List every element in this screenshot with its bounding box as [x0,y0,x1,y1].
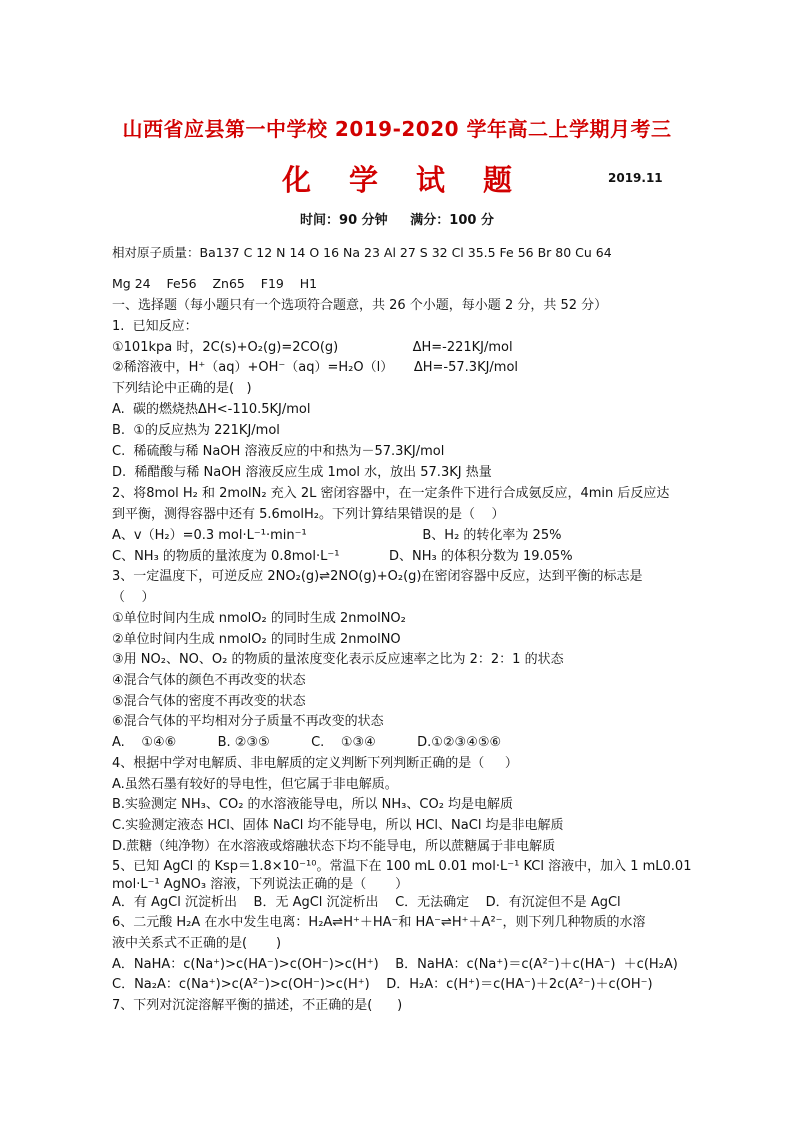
q4-option-c: C.实验测定液态 HCl、固体 NaCl 均不能导电，所以 HCl、NaCl 均是非电解质 [112,818,564,833]
q3-stem-1: 3、一定温度下，可逆反应 2NO₂(g)⇌2NO(g)+O₂(g)在密闭容器中反应，达到平衡的标志是 [112,569,643,584]
section-heading: 一、选择题（每小题只有一个选项符合题意，共 26 个小题，每小题 2 分，共 52 分） [112,298,608,313]
q2-options-cd: C、NH₃ 的物质的量浓度为 0.8mol·L⁻¹ D、NH₃ 的体积分数为 19.05% [112,549,573,564]
q1-option-a: A. 碳的燃烧热ΔH<-110.5KJ/mol [112,402,311,417]
q2-options-ab: A、v（H₂）=0.3 mol·L⁻¹·min⁻¹ B、H₂ 的转化率为 25% [112,528,562,543]
q3-item-2: ②单位时间内生成 nmolO₂ 的同时生成 2nmolNO [112,632,401,647]
exam-date: 2019.11 [608,171,663,185]
q4-option-d: D.蔗糖（纯净物）在水溶液或熔融状态下均不能导电，所以蔗糖属于非电解质 [112,839,556,854]
q5-stem-1: 5、已知 AgCl 的 Ksp＝1.8×10⁻¹⁰。常温下在 100 mL 0.01 mol·L⁻¹ KCl 溶液中，加入 1 mL0.01 [112,859,692,874]
q2-stem-1: 2、将8mol H₂ 和 2molN₂ 充入 2L 密闭容器中，在一定条件下进行合成氨反应，4min 后反应达 [112,486,670,501]
q1-stem: 1. 已知反应： [112,319,198,334]
atomic-mass-line-1: 相对原子质量：Ba137 C 12 N 14 O 16 Na 23 Al 27 S 32 Cl 35.5 Fe 56 Br 80 Cu 64 [112,245,612,260]
q7-stem: 7、下列对沉淀溶解平衡的描述，不正确的是( ) [112,998,403,1013]
q1-option-b: B. ①的反应热为 221KJ/mol [112,423,280,438]
q3-options: A. ①④⑥ B. ②③⑤ C. ①③④ D.①②③④⑤⑥ [112,735,502,750]
subject-heading: 化学试题 [281,163,550,197]
q1-reaction-1: ①101kpa 时，2C(s)+O₂(g)=2CO(g) ΔH=-221KJ/mol [112,340,513,355]
q6-stem-2: 液中关系式不正确的是( ) [112,936,282,951]
q3-item-6: ⑥混合气体的平均相对分子质量不再改变的状态 [112,714,384,729]
q3-item-1: ①单位时间内生成 nmolO₂ 的同时生成 2nmolNO₂ [112,611,406,626]
q3-item-3: ③用 NO₂、NO、O₂ 的物质的量浓度变化表示反应速率之比为 2：2：1 的状态 [112,652,564,667]
q3-item-5: ⑤混合气体的密度不再改变的状态 [112,694,306,709]
q4-option-a: A.虽然石墨有较好的导电性，但它属于非电解质。 [112,777,398,792]
q1-reaction-2: ②稀溶液中，H⁺（aq）+OH⁻（aq）=H₂O（l） ΔH=-57.3KJ/mol [112,360,519,375]
q4-stem: 4、根据中学对电解质、非电解质的定义判断下列判断正确的是（ ） [112,756,518,771]
exam-title: 山西省应县第一中学校 2019-2020 学年高二上学期月考三 [122,117,672,141]
q5-options: A．有 AgCl 沉淀析出 B．无 AgCl 沉淀析出 C．无法确定 D．有沉淀但不是 AgCl [112,895,621,910]
q6-options-ab: A．NaHA：c(Na⁺)>c(HA⁻)>c(OH⁻)>c(H⁺) B．NaHA：c(Na⁺)＝c(A²⁻)＋c(HA⁻) ＋c(H₂A) [112,957,678,972]
q2-stem-2: 到平衡，测得容器中还有 5.6molH₂。下列计算结果错误的是（ ） [112,507,505,522]
atomic-mass-line-2: Mg 24 Fe56 Zn65 F19 H1 [112,276,318,291]
q5-stem-2: mol·L⁻¹ AgNO₃ 溶液，下列说法正确的是（ ） [112,877,409,892]
q6-stem-1: 6、二元酸 H₂A 在水中发生电离：H₂A⇌H⁺＋HA⁻和 HA⁻⇌H⁺＋A²⁻，则下列几种物质的水溶 [112,915,646,930]
q6-options-cd: C．Na₂A：c(Na⁺)>c(A²⁻)>c(OH⁻)>c(H⁺) D．H₂A：c(H⁺)＝c(HA⁻)＋2c(A²⁻)＋c(OH⁻) [112,977,653,992]
q3-item-4: ④混合气体的颜色不再改变的状态 [112,673,306,688]
q1-ask: 下列结论中正确的是( ) [112,381,252,396]
q3-stem-2: （ ） [112,590,155,605]
time-and-score: 时间：90 分钟 满分：100 分 [300,213,494,228]
q1-option-d: D. 稀醋酸与稀 NaOH 溶液反应生成 1mol 水，放出 57.3KJ 热量 [112,465,492,480]
q1-option-c: C. 稀硫酸与稀 NaOH 溶液反应的中和热为－57.3KJ/mol [112,444,445,459]
q4-option-b: B.实验测定 NH₃、CO₂ 的水溶液能导电，所以 NH₃、CO₂ 均是电解质 [112,797,514,812]
